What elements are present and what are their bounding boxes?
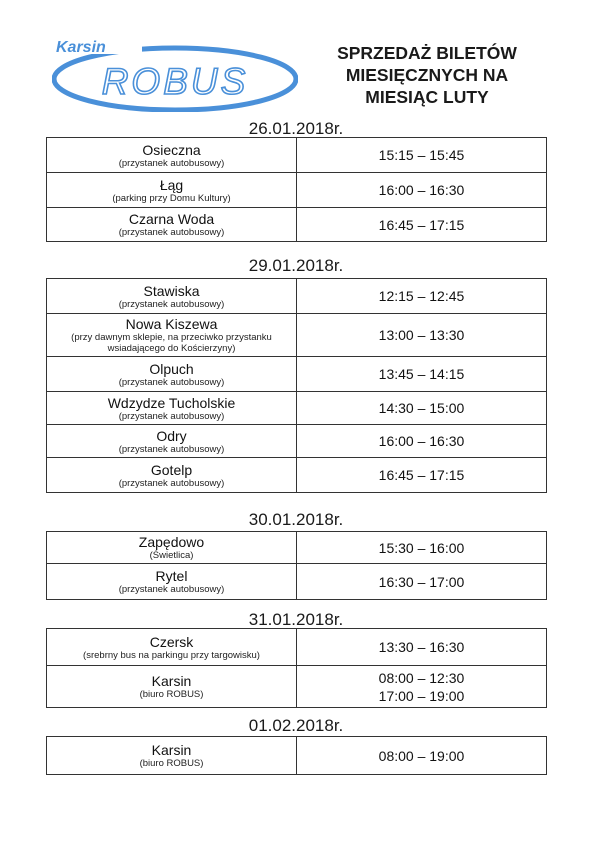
- stop-note: (przystanek autobusowy): [118, 157, 225, 169]
- stop-name: Gotelp: [150, 461, 193, 478]
- time-range: 16:30 – 17:00: [378, 573, 465, 590]
- table-row: [47, 138, 547, 173]
- stop-note: (przystanek autobusowy): [118, 298, 225, 310]
- stop-cell: [47, 458, 297, 493]
- stop-cell: [47, 173, 297, 208]
- day-table: [46, 628, 547, 708]
- stop-cell: [47, 629, 297, 666]
- time-range: 13:30 – 16:30: [378, 639, 465, 655]
- table-row: [47, 629, 547, 666]
- table-row: [47, 564, 547, 600]
- logo-top-text: Karsin: [56, 39, 106, 56]
- time-range: 15:30 – 16:00: [378, 539, 465, 556]
- stop-note: (przystanek autobusowy): [118, 443, 225, 455]
- day-date: 01.02.2018r.: [248, 716, 344, 735]
- page-heading: [306, 42, 548, 108]
- time-cell: [297, 392, 547, 425]
- day-table: [46, 137, 547, 242]
- stop-name: Rytel: [155, 568, 188, 584]
- table-row: [47, 208, 547, 242]
- time-range: 08:00 – 19:00: [378, 747, 465, 764]
- time-cell: [297, 279, 547, 314]
- stop-cell: [47, 532, 297, 564]
- stop-cell: [47, 314, 297, 357]
- stop-name: Osieczna: [142, 141, 201, 158]
- table-row: [47, 357, 547, 392]
- stop-name: Karsin: [151, 742, 192, 758]
- heading-line: MIESIĘCZNYCH NA: [345, 65, 509, 85]
- stop-name: Czarna Woda: [128, 211, 215, 227]
- stop-note: (srebrny bus na parkingu przy targowisku): [83, 649, 260, 661]
- table-row: [47, 173, 547, 208]
- stop-cell: [47, 392, 297, 425]
- stop-name: Stawiska: [143, 282, 200, 299]
- stop-cell: [47, 279, 297, 314]
- day-date: 30.01.2018r.: [248, 510, 344, 529]
- stop-name: Nowa Kiszewa: [125, 316, 218, 332]
- stop-name: Łąg: [159, 176, 184, 193]
- day-date: 29.01.2018r.: [248, 256, 344, 275]
- stop-name: Karsin: [151, 673, 192, 689]
- stop-cell: [47, 737, 297, 775]
- time-cell: [297, 458, 547, 493]
- stop-cell: [47, 425, 297, 458]
- time-cell: [297, 737, 547, 775]
- stop-cell: [47, 357, 297, 392]
- time-range: 16:45 – 17:15: [378, 216, 465, 233]
- table-row: [47, 458, 547, 493]
- stop-note: (Świetlica): [149, 550, 194, 561]
- day-table: [46, 736, 547, 775]
- stop-cell: [47, 208, 297, 242]
- stop-note: (przystanek autobusowy): [118, 477, 225, 489]
- day-table: [46, 531, 547, 600]
- stop-note: (przystanek autobusowy): [118, 227, 225, 238]
- time-range: 12:15 – 12:45: [378, 288, 465, 304]
- table-row: [47, 666, 547, 708]
- table-row: [47, 279, 547, 314]
- stop-note: (przystanek autobusowy): [118, 584, 225, 595]
- table-row: [47, 737, 547, 775]
- heading-line: SPRZEDAŻ BILETÓW: [337, 43, 517, 63]
- robus-logo: [52, 38, 298, 112]
- time-range: 14:30 – 15:00: [378, 400, 465, 416]
- stop-note: (przy dawnym sklepie, na przeciwko przystanku wsiadającego do Kościerzyny): [71, 332, 272, 354]
- table-row: [47, 314, 547, 357]
- time-range: 16:00 – 16:30: [378, 182, 465, 198]
- day-date: 31.01.2018r.: [248, 610, 344, 629]
- stop-note: (przystanek autobusowy): [118, 410, 225, 422]
- table-row: [47, 392, 547, 425]
- time-cell: [297, 666, 547, 708]
- stop-cell: [47, 564, 297, 600]
- stop-name: Czersk: [149, 633, 194, 650]
- time-cell: [297, 314, 547, 357]
- time-range: 08:00 – 12:30: [378, 669, 465, 686]
- time-cell: [297, 173, 547, 208]
- stop-name: Wdzydze Tucholskie: [107, 394, 236, 411]
- time-range: 15:15 – 15:45: [378, 147, 465, 163]
- day-date: 26.01.2018r.: [248, 119, 344, 138]
- time-range: 13:00 – 13:30: [378, 327, 465, 343]
- time-cell: [297, 564, 547, 600]
- stop-name: Odry: [156, 427, 187, 444]
- table-row: [47, 425, 547, 458]
- stop-note: (biuro ROBUS): [139, 689, 204, 700]
- stop-cell: [47, 666, 297, 708]
- stop-note: (parking przy Domu Kultury): [112, 192, 231, 204]
- logo-main-text: ROBUS: [101, 61, 249, 102]
- time-range: 16:45 – 17:15: [378, 467, 465, 483]
- time-cell: [297, 629, 547, 666]
- time-cell: [297, 208, 547, 242]
- table-row: [47, 532, 547, 564]
- time-cell: [297, 425, 547, 458]
- stop-name: Olpuch: [149, 360, 194, 377]
- time-range: 17:00 – 19:00: [378, 687, 465, 704]
- time-cell: [297, 357, 547, 392]
- time-cell: [297, 532, 547, 564]
- day-table: [46, 278, 547, 493]
- stop-note: (przystanek autobusowy): [118, 376, 225, 388]
- stop-cell: [47, 138, 297, 173]
- time-range: 16:00 – 16:30: [378, 433, 465, 449]
- time-cell: [297, 138, 547, 173]
- stop-name: Zapędowo: [138, 534, 205, 550]
- heading-line: MIESIĄC LUTY: [365, 87, 489, 107]
- stop-note: (biuro ROBUS): [139, 758, 204, 769]
- time-range: 13:45 – 14:15: [378, 366, 465, 382]
